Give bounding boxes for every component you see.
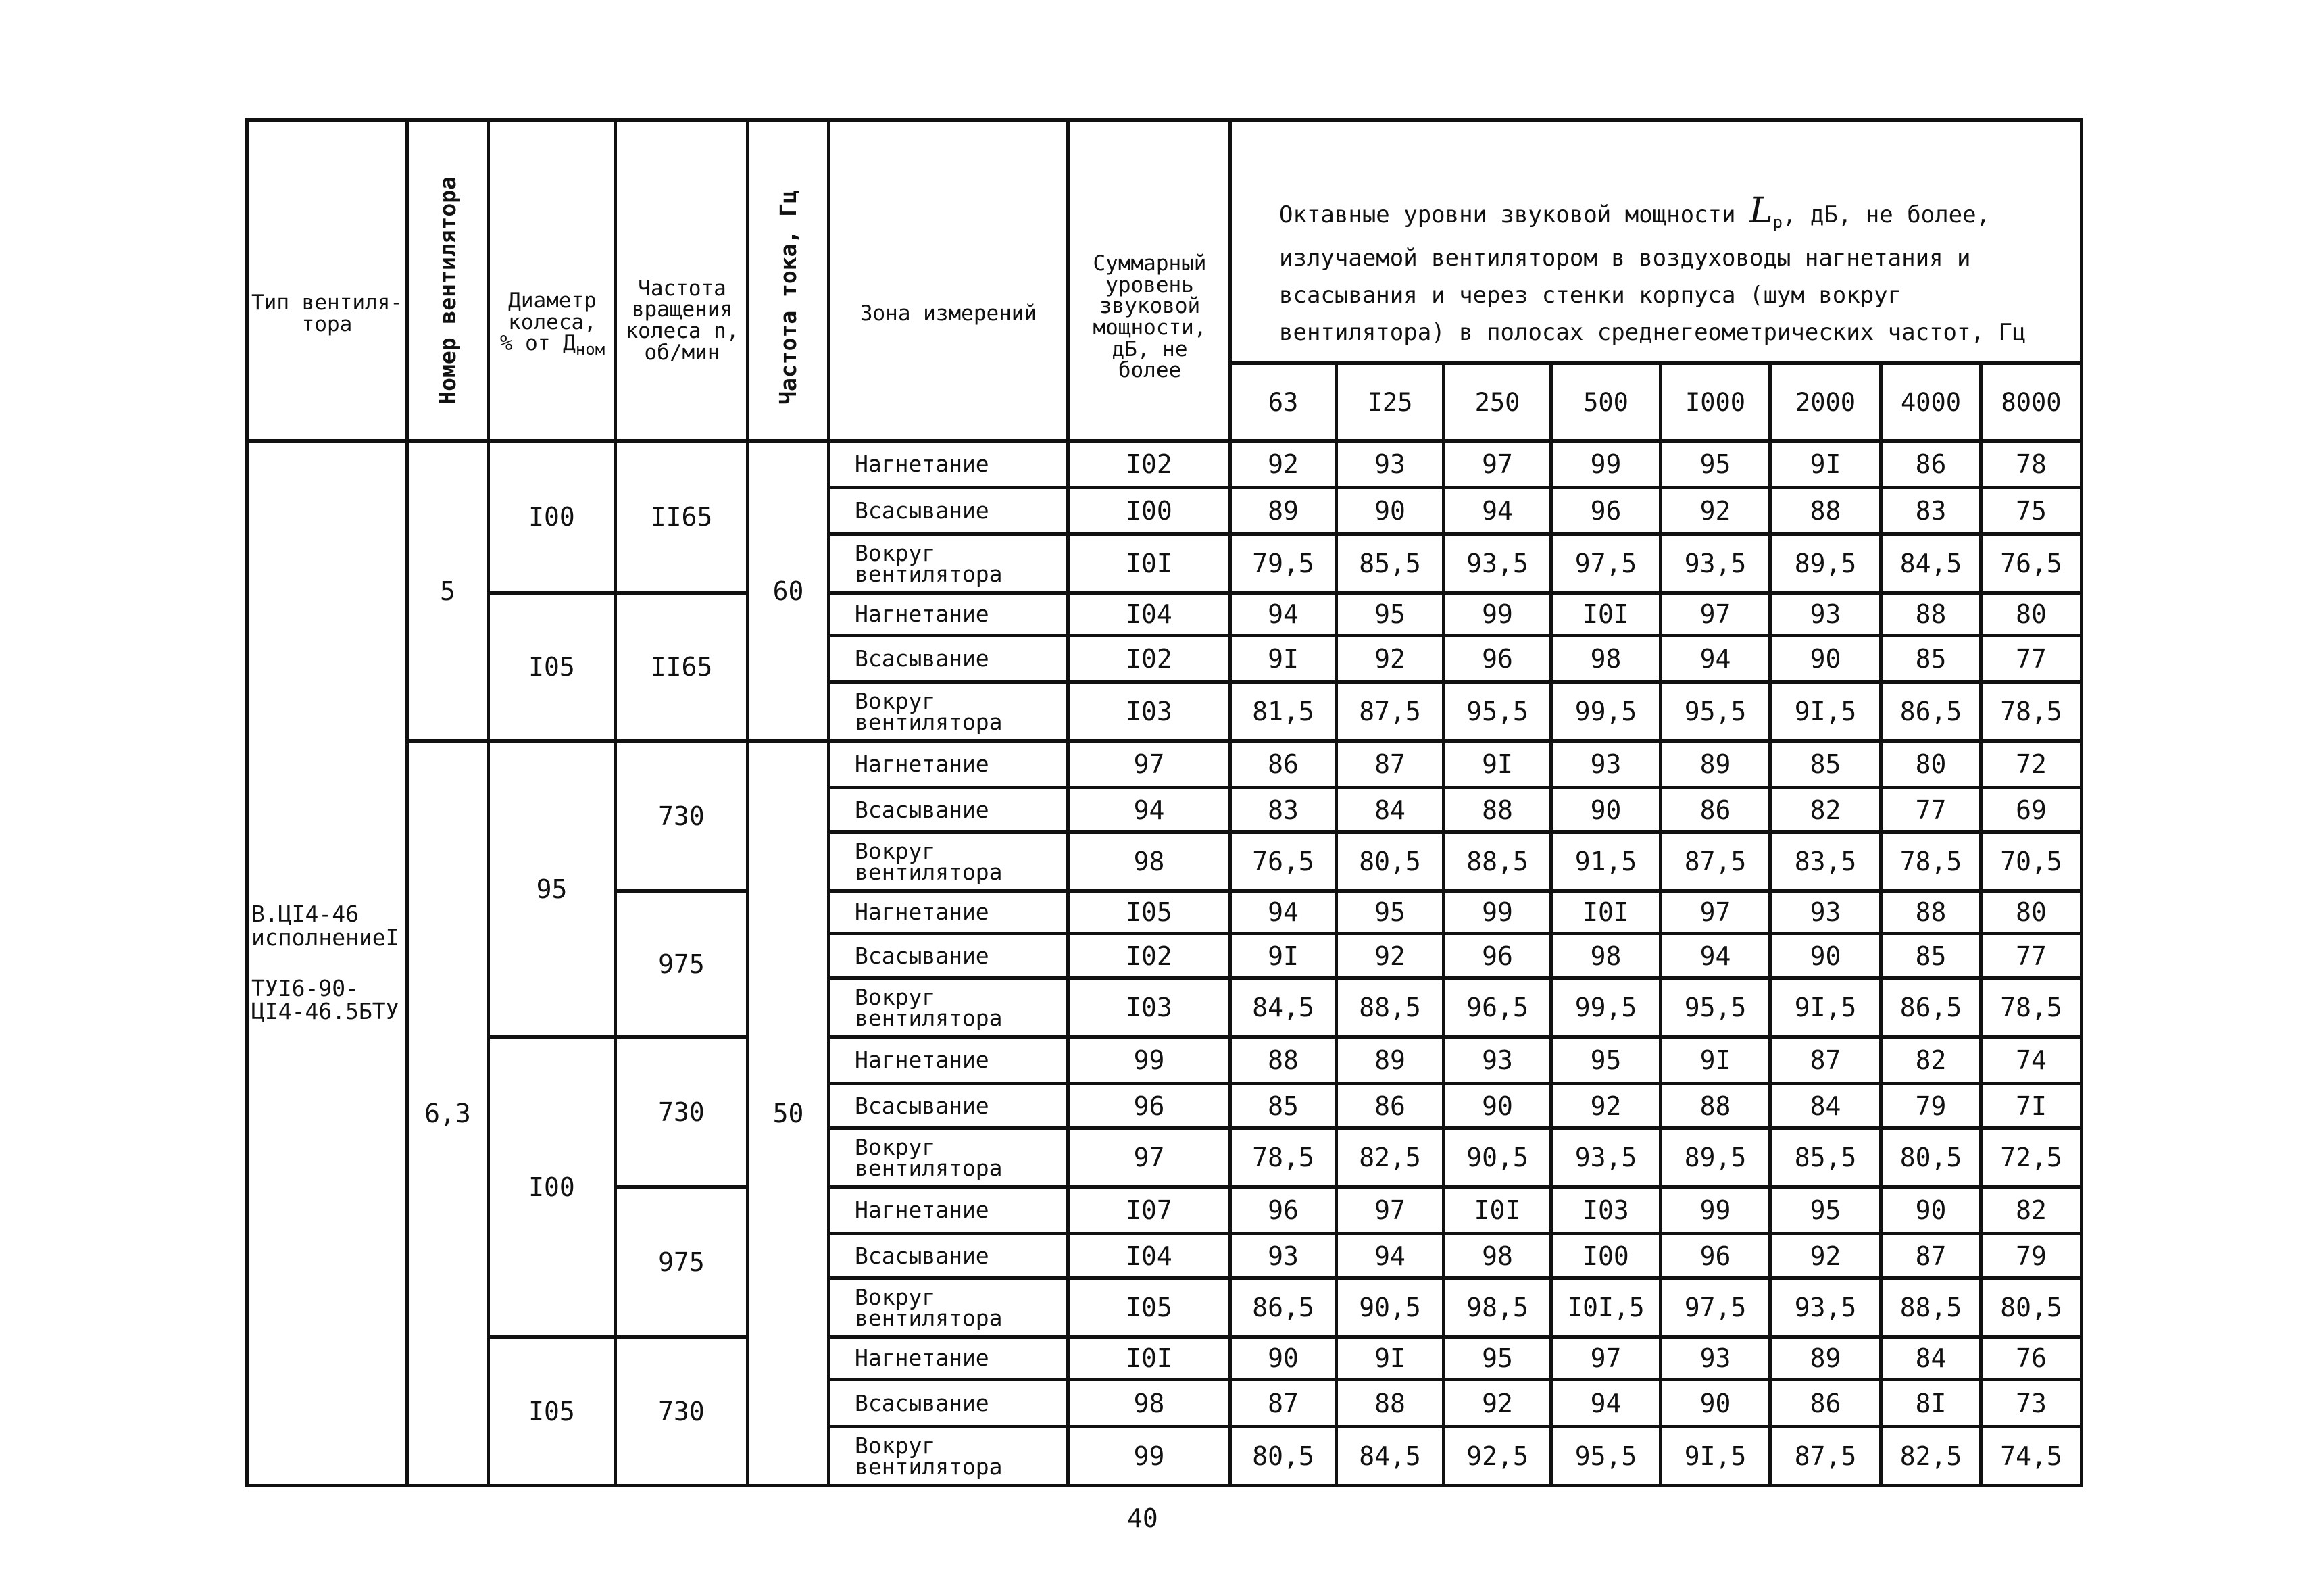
octave-level-cell: 95,5 (1444, 682, 1551, 741)
zone-cell: Вокруг вентилятора (829, 1427, 1068, 1486)
octave-level-cell: 79 (1981, 1234, 2082, 1278)
octave-level-cell: 90 (1661, 1380, 1770, 1427)
octave-level-cell: 90 (1444, 1084, 1551, 1128)
octave-level-cell: 95 (1337, 891, 1444, 934)
octave-level-cell: 9I (1230, 934, 1337, 978)
octave-level-cell: 80 (1881, 741, 1981, 788)
octave-level-cell: 88 (1444, 788, 1551, 832)
fan-number-cell: 5 (407, 441, 489, 741)
octave-level-cell: 99 (1444, 891, 1551, 934)
zone-cell: Вокруг вентилятора (829, 682, 1068, 741)
octave-level-cell: 86 (1770, 1380, 1881, 1427)
octave-level-cell: 88,5 (1881, 1278, 1981, 1337)
octave-level-cell: 78 (1981, 441, 2082, 488)
total-level-cell: I0I (1068, 1337, 1230, 1380)
octave-level-cell: 94 (1337, 1234, 1444, 1278)
octave-level-cell: 9I,5 (1770, 682, 1881, 741)
octave-level-cell: 9I (1770, 441, 1881, 488)
total-level-cell: I02 (1068, 636, 1230, 682)
frequency-header-cell: 63 (1230, 364, 1337, 441)
octave-level-cell: 82 (1881, 1037, 1981, 1084)
zone-cell: Всасывание (829, 788, 1068, 832)
octave-level-cell: 90 (1337, 488, 1444, 534)
total-level-cell: I04 (1068, 593, 1230, 636)
octave-level-cell: 89,5 (1661, 1128, 1770, 1187)
octave-level-cell: 93,5 (1551, 1128, 1661, 1187)
total-level-cell: I03 (1068, 978, 1230, 1037)
octave-level-cell: 84 (1881, 1337, 1981, 1380)
octave-level-cell: 94 (1551, 1380, 1661, 1427)
octave-level-cell: I0I,5 (1551, 1278, 1661, 1337)
zone-cell: Нагнетание (829, 441, 1068, 488)
octave-level-cell: 95,5 (1661, 682, 1770, 741)
total-level-cell: 98 (1068, 832, 1230, 891)
octave-level-cell: 9I (1337, 1337, 1444, 1380)
octave-level-cell: 97 (1337, 1187, 1444, 1234)
octave-level-cell: 74 (1981, 1037, 2082, 1084)
octave-level-cell: 95 (1770, 1187, 1881, 1234)
frequency-header-cell: 500 (1551, 364, 1661, 441)
octave-level-cell: 80,5 (1981, 1278, 2082, 1337)
octave-level-cell: 96,5 (1444, 978, 1551, 1037)
octave-level-cell: 88 (1230, 1037, 1337, 1084)
octave-level-cell: 95 (1337, 593, 1444, 636)
table-row (247, 741, 2082, 788)
octave-level-cell: 87,5 (1661, 832, 1770, 891)
octave-level-cell: 94 (1444, 488, 1551, 534)
octave-level-cell: 93 (1230, 1234, 1337, 1278)
octave-level-cell: 90 (1230, 1337, 1337, 1380)
octave-level-cell: 90 (1551, 788, 1661, 832)
octave-level-cell: 92 (1337, 636, 1444, 682)
rpm-cell: II65 (616, 441, 748, 593)
octave-level-cell: 82,5 (1881, 1427, 1981, 1486)
total-level-cell: 98 (1068, 1380, 1230, 1427)
octave-level-cell: 95 (1551, 1037, 1661, 1084)
octave-level-cell: 81,5 (1230, 682, 1337, 741)
table-row (247, 1337, 2082, 1380)
octave-level-cell: 77 (1981, 636, 2082, 682)
total-level-cell: I00 (1068, 488, 1230, 534)
octave-level-cell: 95 (1444, 1337, 1551, 1380)
octave-level-cell: 97,5 (1661, 1278, 1770, 1337)
zone-cell: Всасывание (829, 1234, 1068, 1278)
zone-cell: Всасывание (829, 636, 1068, 682)
octave-level-cell: 85,5 (1337, 534, 1444, 593)
octave-level-cell: 87 (1337, 741, 1444, 788)
octave-level-cell: 85 (1230, 1084, 1337, 1128)
octave-level-cell: 73 (1981, 1380, 2082, 1427)
octave-level-cell: 86,5 (1881, 682, 1981, 741)
octave-level-cell: 85 (1881, 636, 1981, 682)
octave-level-cell: 93 (1770, 891, 1881, 934)
octave-level-cell: 99 (1551, 441, 1661, 488)
octave-level-cell: 9I,5 (1770, 978, 1881, 1037)
total-level-cell: I04 (1068, 1234, 1230, 1278)
octave-level-cell: 80 (1981, 891, 2082, 934)
octave-level-cell: 90 (1881, 1187, 1981, 1234)
zone-cell: Вокруг вентилятора (829, 978, 1068, 1037)
octave-level-cell: 80 (1981, 593, 2082, 636)
octave-level-cell: 70,5 (1981, 832, 2082, 891)
total-level-cell: 99 (1068, 1037, 1230, 1084)
octave-level-cell: 92 (1444, 1380, 1551, 1427)
octave-level-cell: 86 (1881, 441, 1981, 488)
octave-level-cell: 77 (1981, 934, 2082, 978)
octave-level-cell: 83,5 (1770, 832, 1881, 891)
octave-level-cell: 93 (1551, 741, 1661, 788)
zone-cell: Нагнетание (829, 593, 1068, 636)
total-level-cell: I03 (1068, 682, 1230, 741)
total-level-cell: 97 (1068, 741, 1230, 788)
total-level-cell: I05 (1068, 891, 1230, 934)
octave-level-cell: 94 (1661, 934, 1770, 978)
zone-cell: Вокруг вентилятора (829, 1128, 1068, 1187)
octave-level-cell: 93,5 (1661, 534, 1770, 593)
octave-level-cell: 72 (1981, 741, 2082, 788)
current-freq-cell: 60 (748, 441, 829, 741)
octave-level-cell: 96 (1444, 636, 1551, 682)
octave-level-cell: 76,5 (1981, 534, 2082, 593)
octave-level-cell: 75 (1981, 488, 2082, 534)
octave-level-cell: 89 (1770, 1337, 1881, 1380)
octave-level-cell: 88 (1881, 891, 1981, 934)
octave-level-cell: I0I (1551, 593, 1661, 636)
octave-level-cell: 99,5 (1551, 978, 1661, 1037)
octave-level-cell: 85 (1770, 741, 1881, 788)
octave-level-cell: 8I (1881, 1380, 1981, 1427)
zone-cell: Нагнетание (829, 1037, 1068, 1084)
octave-level-cell: 89,5 (1770, 534, 1881, 593)
octave-level-cell: 72,5 (1981, 1128, 2082, 1187)
diameter-cell: I05 (489, 593, 616, 741)
octave-level-cell: 99,5 (1551, 682, 1661, 741)
octave-level-cell: 99 (1661, 1187, 1770, 1234)
total-level-cell: I05 (1068, 1278, 1230, 1337)
octave-level-cell: 9I (1661, 1037, 1770, 1084)
octave-level-cell: 87 (1770, 1037, 1881, 1084)
header-zone: Зона измерений (829, 120, 1068, 441)
header-fan-number: Номер вентилятора (407, 120, 489, 441)
octave-level-cell: 82,5 (1337, 1128, 1444, 1187)
frequency-header-cell: I25 (1337, 364, 1444, 441)
header-octave-levels: Октавные уровни звуковой мощности $L_р$, дБ, не более, излучаемой вентилятором в воздуховоды нагнетания и всасывания и через стенки корпуса (шум вокруг вентилятора) в полосах среднегеометрических частот, Гц (1230, 120, 2082, 364)
fan-type-line: ТУI6-90- (251, 974, 359, 1001)
total-level-cell: I02 (1068, 441, 1230, 488)
fan-type-line: В.ЦI4-46 (251, 901, 359, 928)
octave-level-cell: 94 (1230, 593, 1337, 636)
octave-level-cell: 88 (1770, 488, 1881, 534)
zone-cell: Нагнетание (829, 1337, 1068, 1380)
octave-level-cell: 87 (1230, 1380, 1337, 1427)
octave-level-cell: 94 (1661, 636, 1770, 682)
diameter-cell: I05 (489, 1337, 616, 1486)
total-level-cell: I02 (1068, 934, 1230, 978)
rpm-cell: II65 (616, 593, 748, 741)
octave-level-cell: 98 (1444, 1234, 1551, 1278)
octave-level-cell: 80,5 (1230, 1427, 1337, 1486)
octave-level-cell: 93 (1337, 441, 1444, 488)
octave-level-cell: 84 (1337, 788, 1444, 832)
octave-level-cell: 93,5 (1770, 1278, 1881, 1337)
rpm-cell: 730 (616, 1037, 748, 1187)
octave-level-cell: 89 (1661, 741, 1770, 788)
zone-cell: Вокруг вентилятора (829, 832, 1068, 891)
rpm-cell: 975 (616, 891, 748, 1037)
zone-cell: Нагнетание (829, 1187, 1068, 1234)
octave-level-cell: 97 (1551, 1337, 1661, 1380)
frequency-header-cell: 250 (1444, 364, 1551, 441)
octave-level-cell: 99 (1444, 593, 1551, 636)
rpm-cell: 730 (616, 1337, 748, 1486)
header-current-freq: Частота тока, Гц (748, 120, 829, 441)
page-number: 40 (1127, 1503, 1158, 1533)
octave-level-cell: 96 (1661, 1234, 1770, 1278)
octave-level-cell: 97 (1444, 441, 1551, 488)
octave-level-cell: I0I (1444, 1187, 1551, 1234)
octave-level-cell: 76,5 (1230, 832, 1337, 891)
octave-level-cell: 87,5 (1337, 682, 1444, 741)
fan-number-cell: 6,3 (407, 741, 489, 1486)
octave-level-cell: 92,5 (1444, 1427, 1551, 1486)
octave-level-cell: 85 (1881, 934, 1981, 978)
octave-level-cell: 91,5 (1551, 832, 1661, 891)
octave-level-cell: 74,5 (1981, 1427, 2082, 1486)
octave-level-cell: 98 (1551, 636, 1661, 682)
octave-level-cell: 88 (1661, 1084, 1770, 1128)
octave-level-cell: 93 (1444, 1037, 1551, 1084)
octave-level-cell: 78,5 (1981, 978, 2082, 1037)
octave-level-cell: 84,5 (1337, 1427, 1444, 1486)
octave-level-cell: 79,5 (1230, 534, 1337, 593)
zone-cell: Всасывание (829, 934, 1068, 978)
octave-level-cell: 90 (1770, 636, 1881, 682)
octave-level-cell: 90 (1770, 934, 1881, 978)
octave-level-cell: 78,5 (1230, 1128, 1337, 1187)
octave-level-cell: 84 (1770, 1084, 1881, 1128)
octave-level-cell: 98 (1551, 934, 1661, 978)
total-level-cell: 94 (1068, 788, 1230, 832)
table-row (247, 441, 2082, 488)
octave-level-cell: I03 (1551, 1187, 1661, 1234)
fan-type-cell (247, 441, 407, 1486)
octave-level-cell: 9I (1444, 741, 1551, 788)
octave-level-cell: 77 (1881, 788, 1981, 832)
total-level-cell: 96 (1068, 1084, 1230, 1128)
octave-level-cell: 89 (1337, 1037, 1444, 1084)
octave-level-cell: 86 (1230, 741, 1337, 788)
octave-level-cell: 95,5 (1661, 978, 1770, 1037)
frequency-header-cell: 8000 (1981, 364, 2082, 441)
fan-type-line: исполнениеI (251, 924, 399, 951)
octave-level-cell: 94 (1230, 891, 1337, 934)
header-rpm: Частота вращения колеса n, об/мин (616, 120, 748, 441)
octave-level-cell: 9I,5 (1661, 1427, 1770, 1486)
octave-level-cell: 79 (1881, 1084, 1981, 1128)
octave-level-cell: 82 (1770, 788, 1881, 832)
total-level-cell: I0I (1068, 534, 1230, 593)
octave-level-cell: 88 (1337, 1380, 1444, 1427)
octave-level-cell: 84,5 (1230, 978, 1337, 1037)
octave-level-cell: 92 (1551, 1084, 1661, 1128)
octave-level-cell: 92 (1661, 488, 1770, 534)
octave-level-cell: I00 (1551, 1234, 1661, 1278)
octave-level-cell: 78,5 (1881, 832, 1981, 891)
zone-cell: Всасывание (829, 1380, 1068, 1427)
octave-level-cell: 88,5 (1444, 832, 1551, 891)
octave-level-cell: 86,5 (1881, 978, 1981, 1037)
octave-level-cell: 93 (1770, 593, 1881, 636)
octave-level-cell: 82 (1981, 1187, 2082, 1234)
octave-level-cell: 98,5 (1444, 1278, 1551, 1337)
octave-level-cell: 86,5 (1230, 1278, 1337, 1337)
octave-level-cell: 95 (1661, 441, 1770, 488)
header-diameter: Диаметр колеса, % от $Д_{ном}$ (489, 120, 616, 441)
noise-levels-table (245, 118, 2083, 1487)
zone-cell: Вокруг вентилятора (829, 534, 1068, 593)
octave-level-cell: 9I (1230, 636, 1337, 682)
octave-level-cell: 83 (1881, 488, 1981, 534)
diameter-cell: 95 (489, 741, 616, 1037)
octave-level-cell: 92 (1770, 1234, 1881, 1278)
octave-level-cell: 76 (1981, 1337, 2082, 1380)
octave-level-cell: 96 (1444, 934, 1551, 978)
zone-cell: Всасывание (829, 488, 1068, 534)
diameter-cell: I00 (489, 441, 616, 593)
octave-level-cell: 78,5 (1981, 682, 2082, 741)
current-freq-cell: 50 (748, 741, 829, 1486)
octave-level-cell: 86 (1337, 1084, 1444, 1128)
total-level-cell: 97 (1068, 1128, 1230, 1187)
rpm-cell: 730 (616, 741, 748, 891)
octave-level-cell: 88,5 (1337, 978, 1444, 1037)
total-level-cell: I07 (1068, 1187, 1230, 1234)
octave-level-cell: 80,5 (1337, 832, 1444, 891)
octave-level-cell: 90,5 (1337, 1278, 1444, 1337)
frequency-header-cell: I000 (1661, 364, 1770, 441)
header-total: Суммарный уровень звуковой мощности, дБ, не более (1068, 120, 1230, 441)
octave-level-cell: 84,5 (1881, 534, 1981, 593)
table-row (247, 1037, 2082, 1084)
octave-level-cell: 95,5 (1551, 1427, 1661, 1486)
octave-level-cell: 93 (1661, 1337, 1770, 1380)
octave-level-cell: 97 (1661, 593, 1770, 636)
octave-level-cell: 92 (1337, 934, 1444, 978)
octave-level-cell: 96 (1230, 1187, 1337, 1234)
zone-cell: Всасывание (829, 1084, 1068, 1128)
octave-level-cell: 86 (1661, 788, 1770, 832)
zone-cell: Нагнетание (829, 891, 1068, 934)
octave-level-cell: 80,5 (1881, 1128, 1981, 1187)
zone-cell: Вокруг вентилятора (829, 1278, 1068, 1337)
frequency-header-cell: 2000 (1770, 364, 1881, 441)
octave-level-cell: 97 (1661, 891, 1770, 934)
octave-level-cell: 90,5 (1444, 1128, 1551, 1187)
rpm-cell: 975 (616, 1187, 748, 1337)
header-type: Тип вентиля-тора (247, 120, 407, 441)
octave-level-cell: 7I (1981, 1084, 2082, 1128)
octave-level-cell: 92 (1230, 441, 1337, 488)
octave-level-cell: 87 (1881, 1234, 1981, 1278)
octave-level-cell: 93,5 (1444, 534, 1551, 593)
table-row (247, 593, 2082, 636)
octave-level-cell: 85,5 (1770, 1128, 1881, 1187)
total-level-cell: 99 (1068, 1427, 1230, 1486)
fan-type-line: ЦI4-46.5БТУ (251, 998, 399, 1025)
zone-cell: Нагнетание (829, 741, 1068, 788)
octave-level-cell: I0I (1551, 891, 1661, 934)
octave-level-cell: 88 (1881, 593, 1981, 636)
octave-level-cell: 97,5 (1551, 534, 1661, 593)
diameter-cell: I00 (489, 1037, 616, 1337)
octave-level-cell: 89 (1230, 488, 1337, 534)
octave-level-cell: 87,5 (1770, 1427, 1881, 1486)
octave-level-cell: 83 (1230, 788, 1337, 832)
octave-level-cell: 96 (1551, 488, 1661, 534)
octave-level-cell: 69 (1981, 788, 2082, 832)
frequency-header-cell: 4000 (1881, 364, 1981, 441)
